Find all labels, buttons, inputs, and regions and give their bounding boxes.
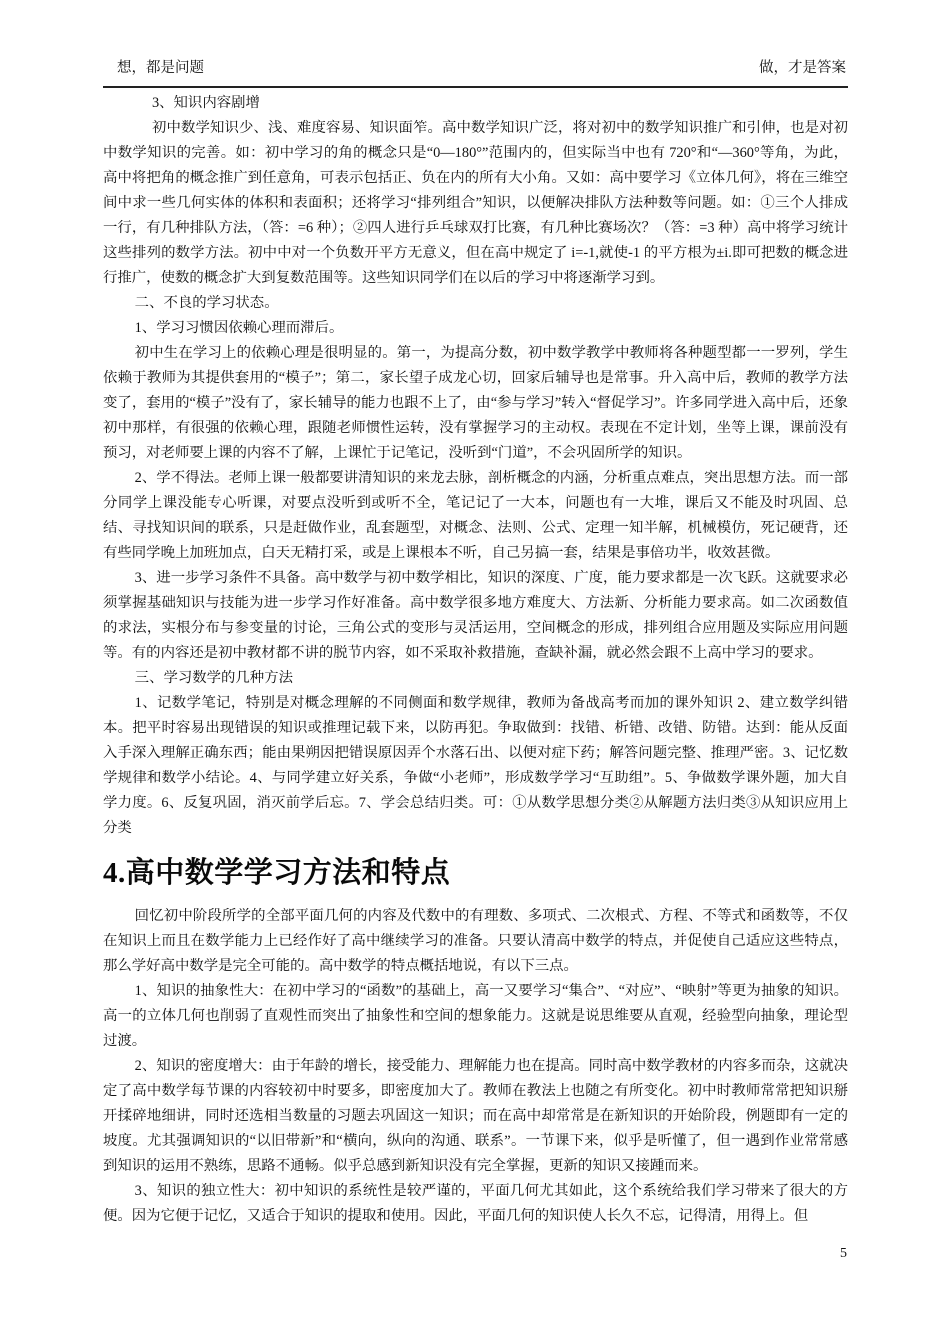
body-paragraph: 三、学习数学的几种方法 [134, 670, 293, 686]
body-paragraph: 3、进一步学习条件不具备。高中数学与初中数学相比，知识的深度、广度，能力要求都是一次飞跃。这就要求必须掌握基础知识与技能为进一步学习作好准备。高中数学很多地方难度大、方法新、分析能力要求高。如二次函数值的求法，实根分布与参变量的讨论，三角公式的变形与灵活运用，空间概念的形成，排列组合应用题及实际应用问题等。有的内容还是初中教材都不讲的脱节内容，如不采取补救措施，查缺补漏，就必然会跟不上高中学习的要求。 [103, 570, 848, 661]
page-number: 5 [840, 1246, 847, 1261]
header-left-text: 想，都是问题 [117, 60, 204, 76]
body-paragraph: 回忆初中阶段所学的全部平面几何的内容及代数中的有理数、多项式、二次根式、方程、不等式和函数等，不仅在知识上而且在数学能力上已经作好了高中继续学习的准备。只要认清高中数学的特点，并促使自己适应这些特点，那么学好高中数学是完全可能的。高中数学的特点概括地说，有以下三点。 [103, 908, 848, 974]
body-paragraph: 3、知识内容剧增 [151, 95, 260, 111]
page-header [103, 57, 848, 88]
document-body [103, 91, 848, 1229]
body-paragraph: 1、知识的抽象性大：在初中学习的“函数”的基础上，高一又要学习“集合”、“对应”、“映射”等更为抽象的知识。高一的立体几何也削弱了直观性而突出了抽象性和空间的想象能力。这就是说思维要从直观，经验型向抽象，理论型过渡。 [103, 983, 848, 1049]
body-paragraph: 二、不良的学习状态。 [134, 295, 279, 311]
body-paragraph: 2、学不得法。老师上课一般都要讲清知识的来龙去脉，剖析概念的内涵，分析重点难点，突出思想方法。而一部分同学上课没能专心听课，对要点没听到或听不全，笔记记了一大本，问题也有一大堆，课后又不能及时巩固、总结、寻找知识间的联系，只是赶做作业，乱套题型，对概念、法则、公式、定理一知半解，机械模仿，死记硬背，还有些同学晚上加班加点，白天无精打采，或是上课根本不听，自己另搞一套，结果是事倍功半，收效甚微。 [103, 470, 848, 561]
body-paragraph: 2、知识的密度增大：由于年龄的增长，接受能力、理解能力也在提高。同时高中数学教材的内容多而杂，这就决定了高中数学每节课的内容较初中时要多，即密度加大了。教师在教法上也随之有所变化。初中时教师常常把知识掰开揉碎地细讲，同时还选相当数量的习题去巩固这一知识；而在高中却常常是在新知识的开始阶段，例题即有一定的坡度。尤其强调知识的“以旧带新”和“横向，纵向的沟通、联系”。一节课下来，似乎是听懂了，但一遇到作业常常感到知识的运用不熟练，思路不通畅。似乎总感到新知识没有完全掌握，更新的知识又接踵而来。 [103, 1058, 848, 1174]
body-paragraph: 1、学习习惯因依赖心理而滞后。 [134, 320, 344, 336]
body-paragraph: 初中生在学习上的依赖心理是很明显的。第一，为提高分数，初中数学教学中教师将各种题型都一一罗列，学生依赖于教师为其提供套用的“模子”；第二，家长望子成龙心切，回家后辅导也是常事。升入高中后，教师的教学方法变了，套用的“模子”没有了，家长辅导的能力也跟不上了，由“参与学习”转入“督促学习”。许多同学进入高中后，还象初中那样，有很强的依赖心理，跟随老师惯性运转，没有掌握学习的主动权。表现在不定计划，坐等上课，课前没有预习，对老师要上课的内容不了解，上课忙于记笔记，没听到“门道”，不会巩固所学的知识。 [103, 345, 848, 461]
header-right-text: 做，才是答案 [759, 60, 846, 76]
body-paragraph: 初中数学知识少、浅、难度容易、知识面笮。高中数学知识广泛，将对初中的数学知识推广和引伸，也是对初中数学知识的完善。如：初中学习的角的概念只是“0—180°”范围内的，但实际当中也有 720°和“—360°等角，为此，高中将把角的概念推广到任意角，可表示包括正、负在内的所有大小角。又如：高中要学习《立体几何》，将在三维空间中求一些几何实体的体积和表面积；还将学习“排列组合”知识，以便解决排队方法种数等问题。如：①三个人排成一行，有几种排队方法，（答：=6 种）；②四人进行乒乓球双打比赛，有几种比赛场次？（答：=3 种）高中将学习统计这些排列的数学方法。初中中对一个负数开平方无意义，但在高中规定了 i=-1,就使-1 的平方根为±i.即可把数的概念进行推广，使数的概念扩大到复数范围等。这些知识同学们在以后的学习中将逐渐学习到。 [103, 120, 848, 286]
body-paragraph: 1、记数学笔记，特别是对概念理解的不同侧面和数学规律，教师为备战高考而加的课外知识 2、建立数学纠错本。把平时容易出现错误的知识或推理记载下来，以防再犯。争取做到：找错、析错、改错、防错。达到：能从反面入手深入理解正确东西；能由果朔因把错误原因弄个水落石出、以便对症下药；解答问题完整、推理严密。3、记忆数学规律和数学小结论。4、与同学建立好关系，争做“小老师”，形成数学学习“互助组”。5、争做数学课外题，加大自学力度。6、反复巩固，消灭前学后忘。7、学会总结归类。可：①从数学思想分类②从解题方法归类③从知识应用上分类 [103, 695, 848, 836]
section-heading: 4.高中数学学习方法和特点 [103, 857, 451, 889]
body-paragraph: 3、知识的独立性大：初中知识的系统性是较严谨的，平面几何尤其如此，这个系统给我们学习带来了很大的方便。因为它便于记忆，又适合于知识的提取和使用。因此，平面几何的知识使人长久不忘，记得清，用得上。但 [103, 1183, 848, 1224]
